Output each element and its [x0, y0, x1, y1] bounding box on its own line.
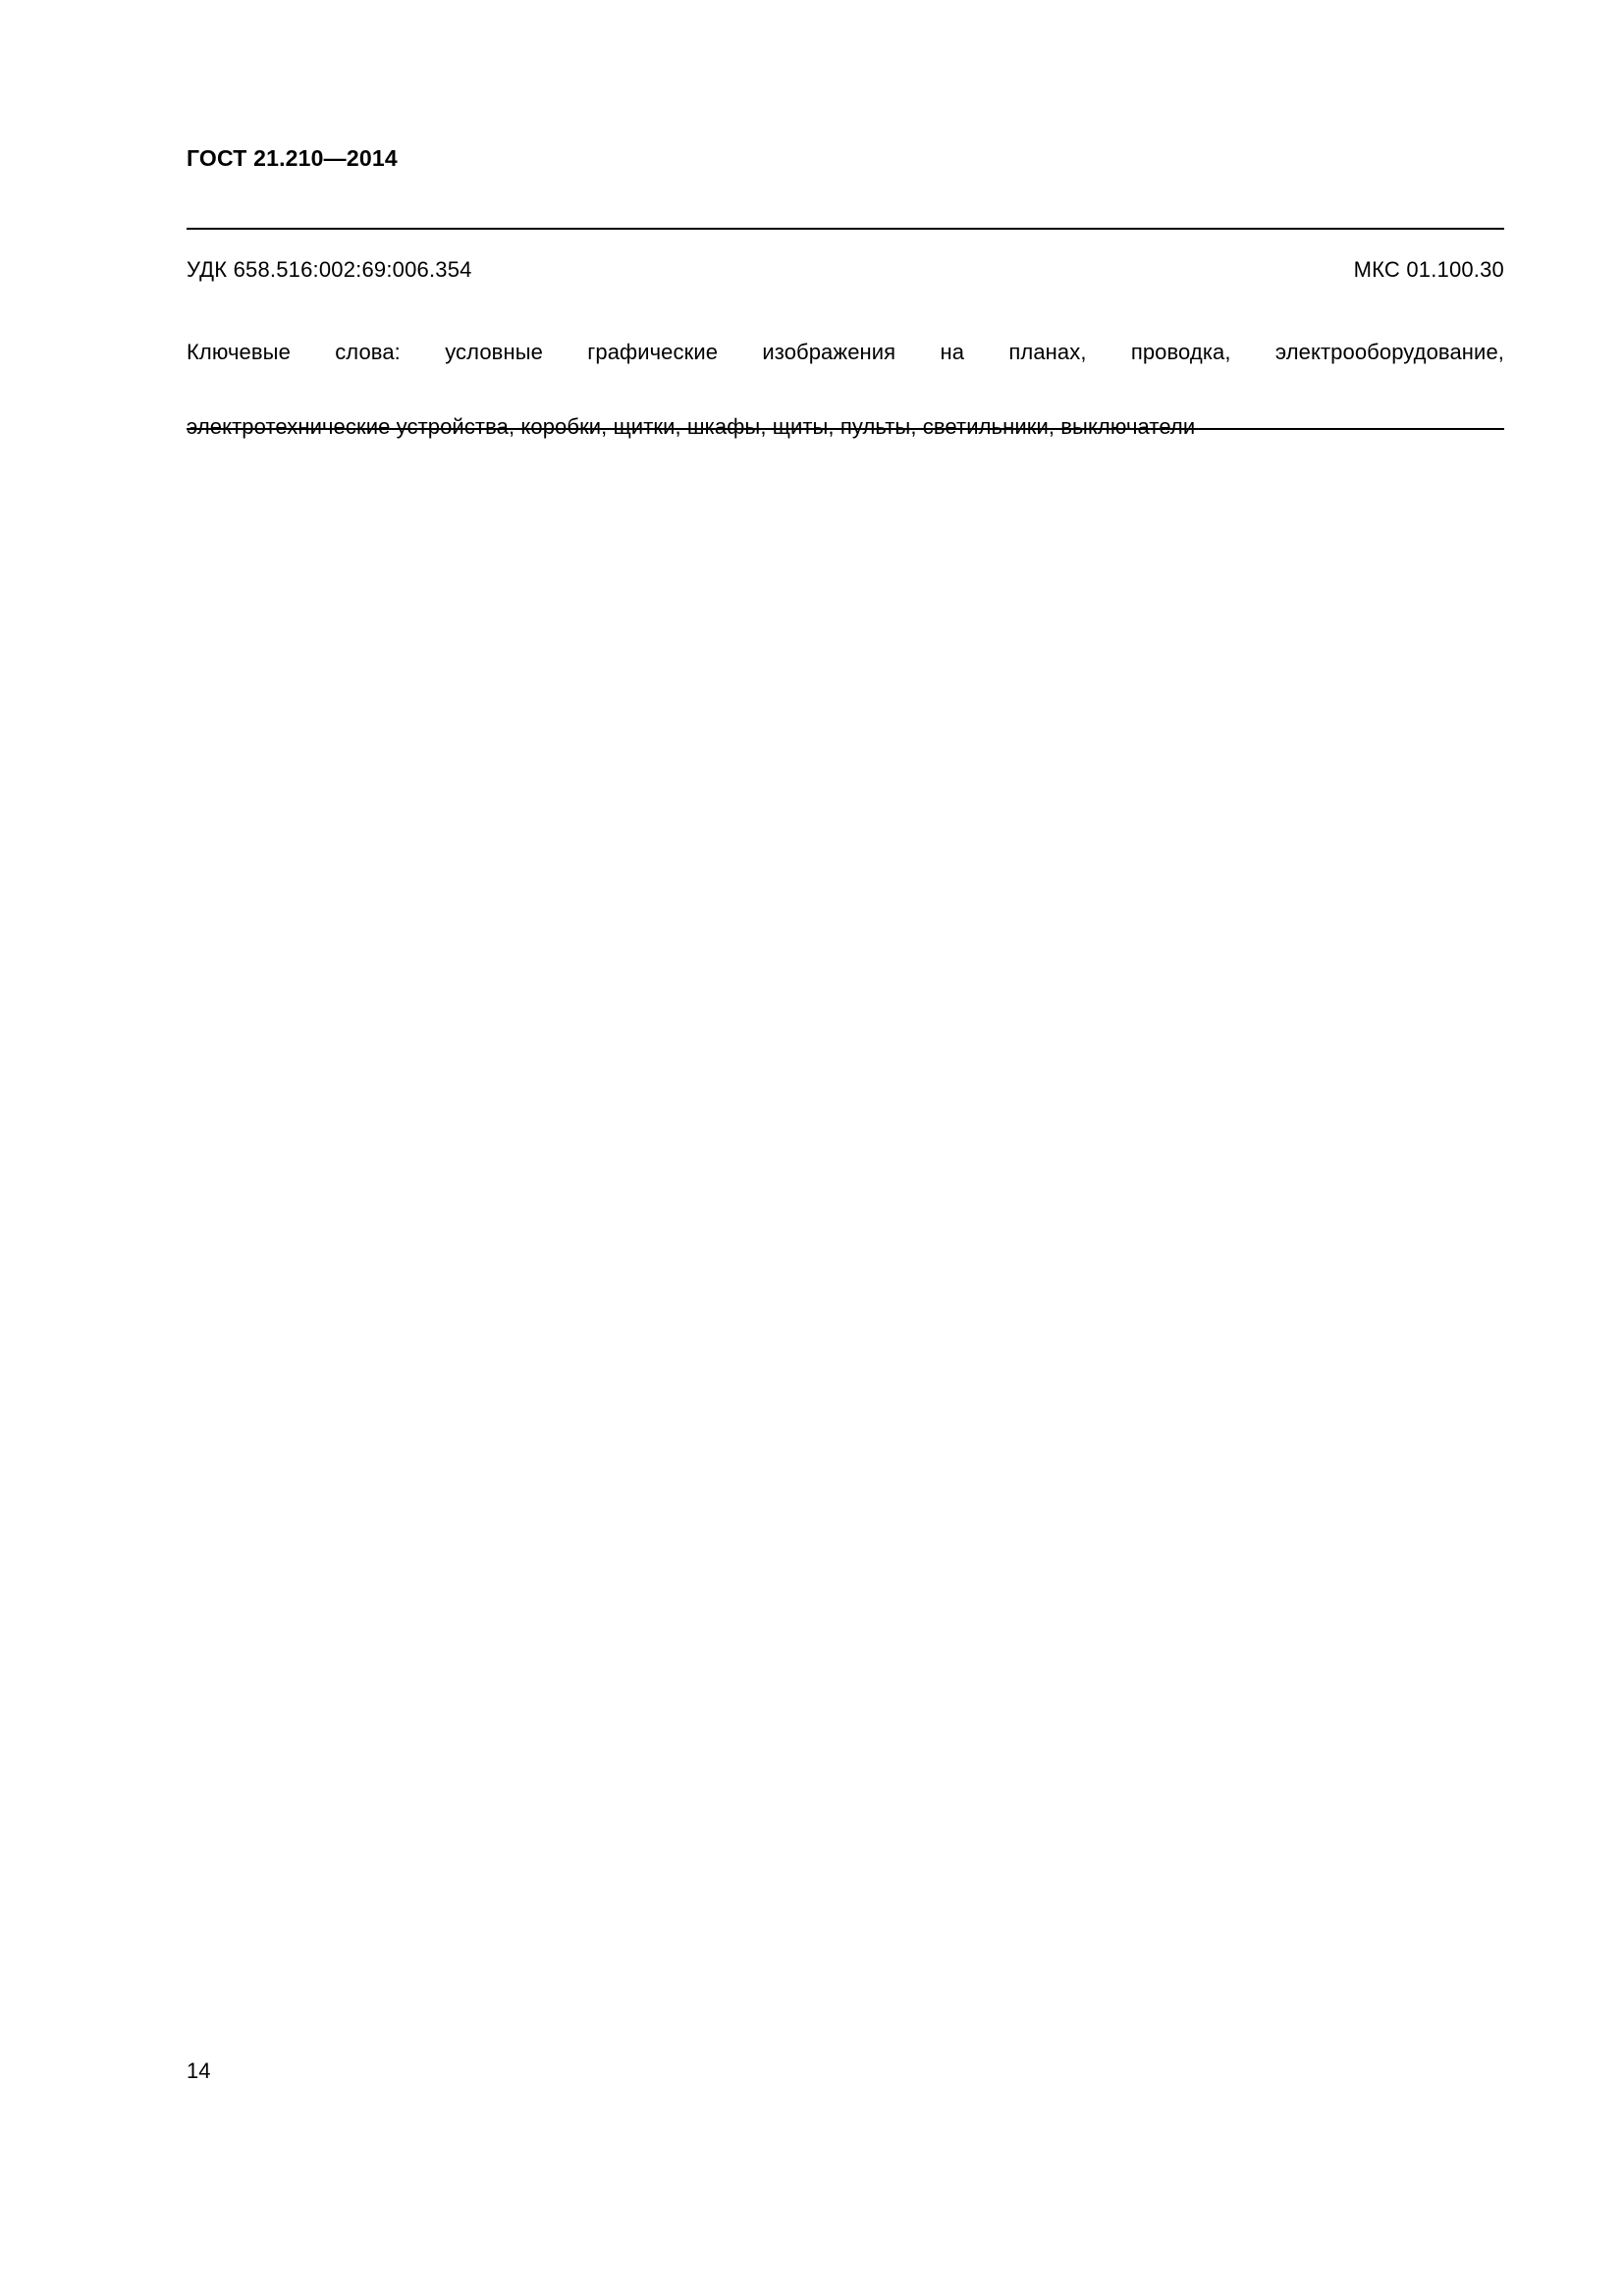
keywords-line-2: электротехнические устройства, коробки, щитки, шкафы, щиты, пульты, светильники, выключатели	[187, 414, 1196, 439]
page-title: ГОСТ 21.210—2014	[187, 145, 398, 171]
divider-bottom	[187, 428, 1504, 430]
mks-code: МКС 01.100.30	[1353, 257, 1504, 282]
page-number: 14	[187, 2058, 211, 2083]
udk-code: УДК 658.516:002:69:006.354	[187, 257, 472, 282]
classification-codes-row	[187, 257, 1504, 283]
divider-top	[187, 228, 1504, 230]
keywords-line-1: Ключевые слова: условные графические изображения на планах, проводка, электрооборудование,	[187, 340, 1504, 364]
